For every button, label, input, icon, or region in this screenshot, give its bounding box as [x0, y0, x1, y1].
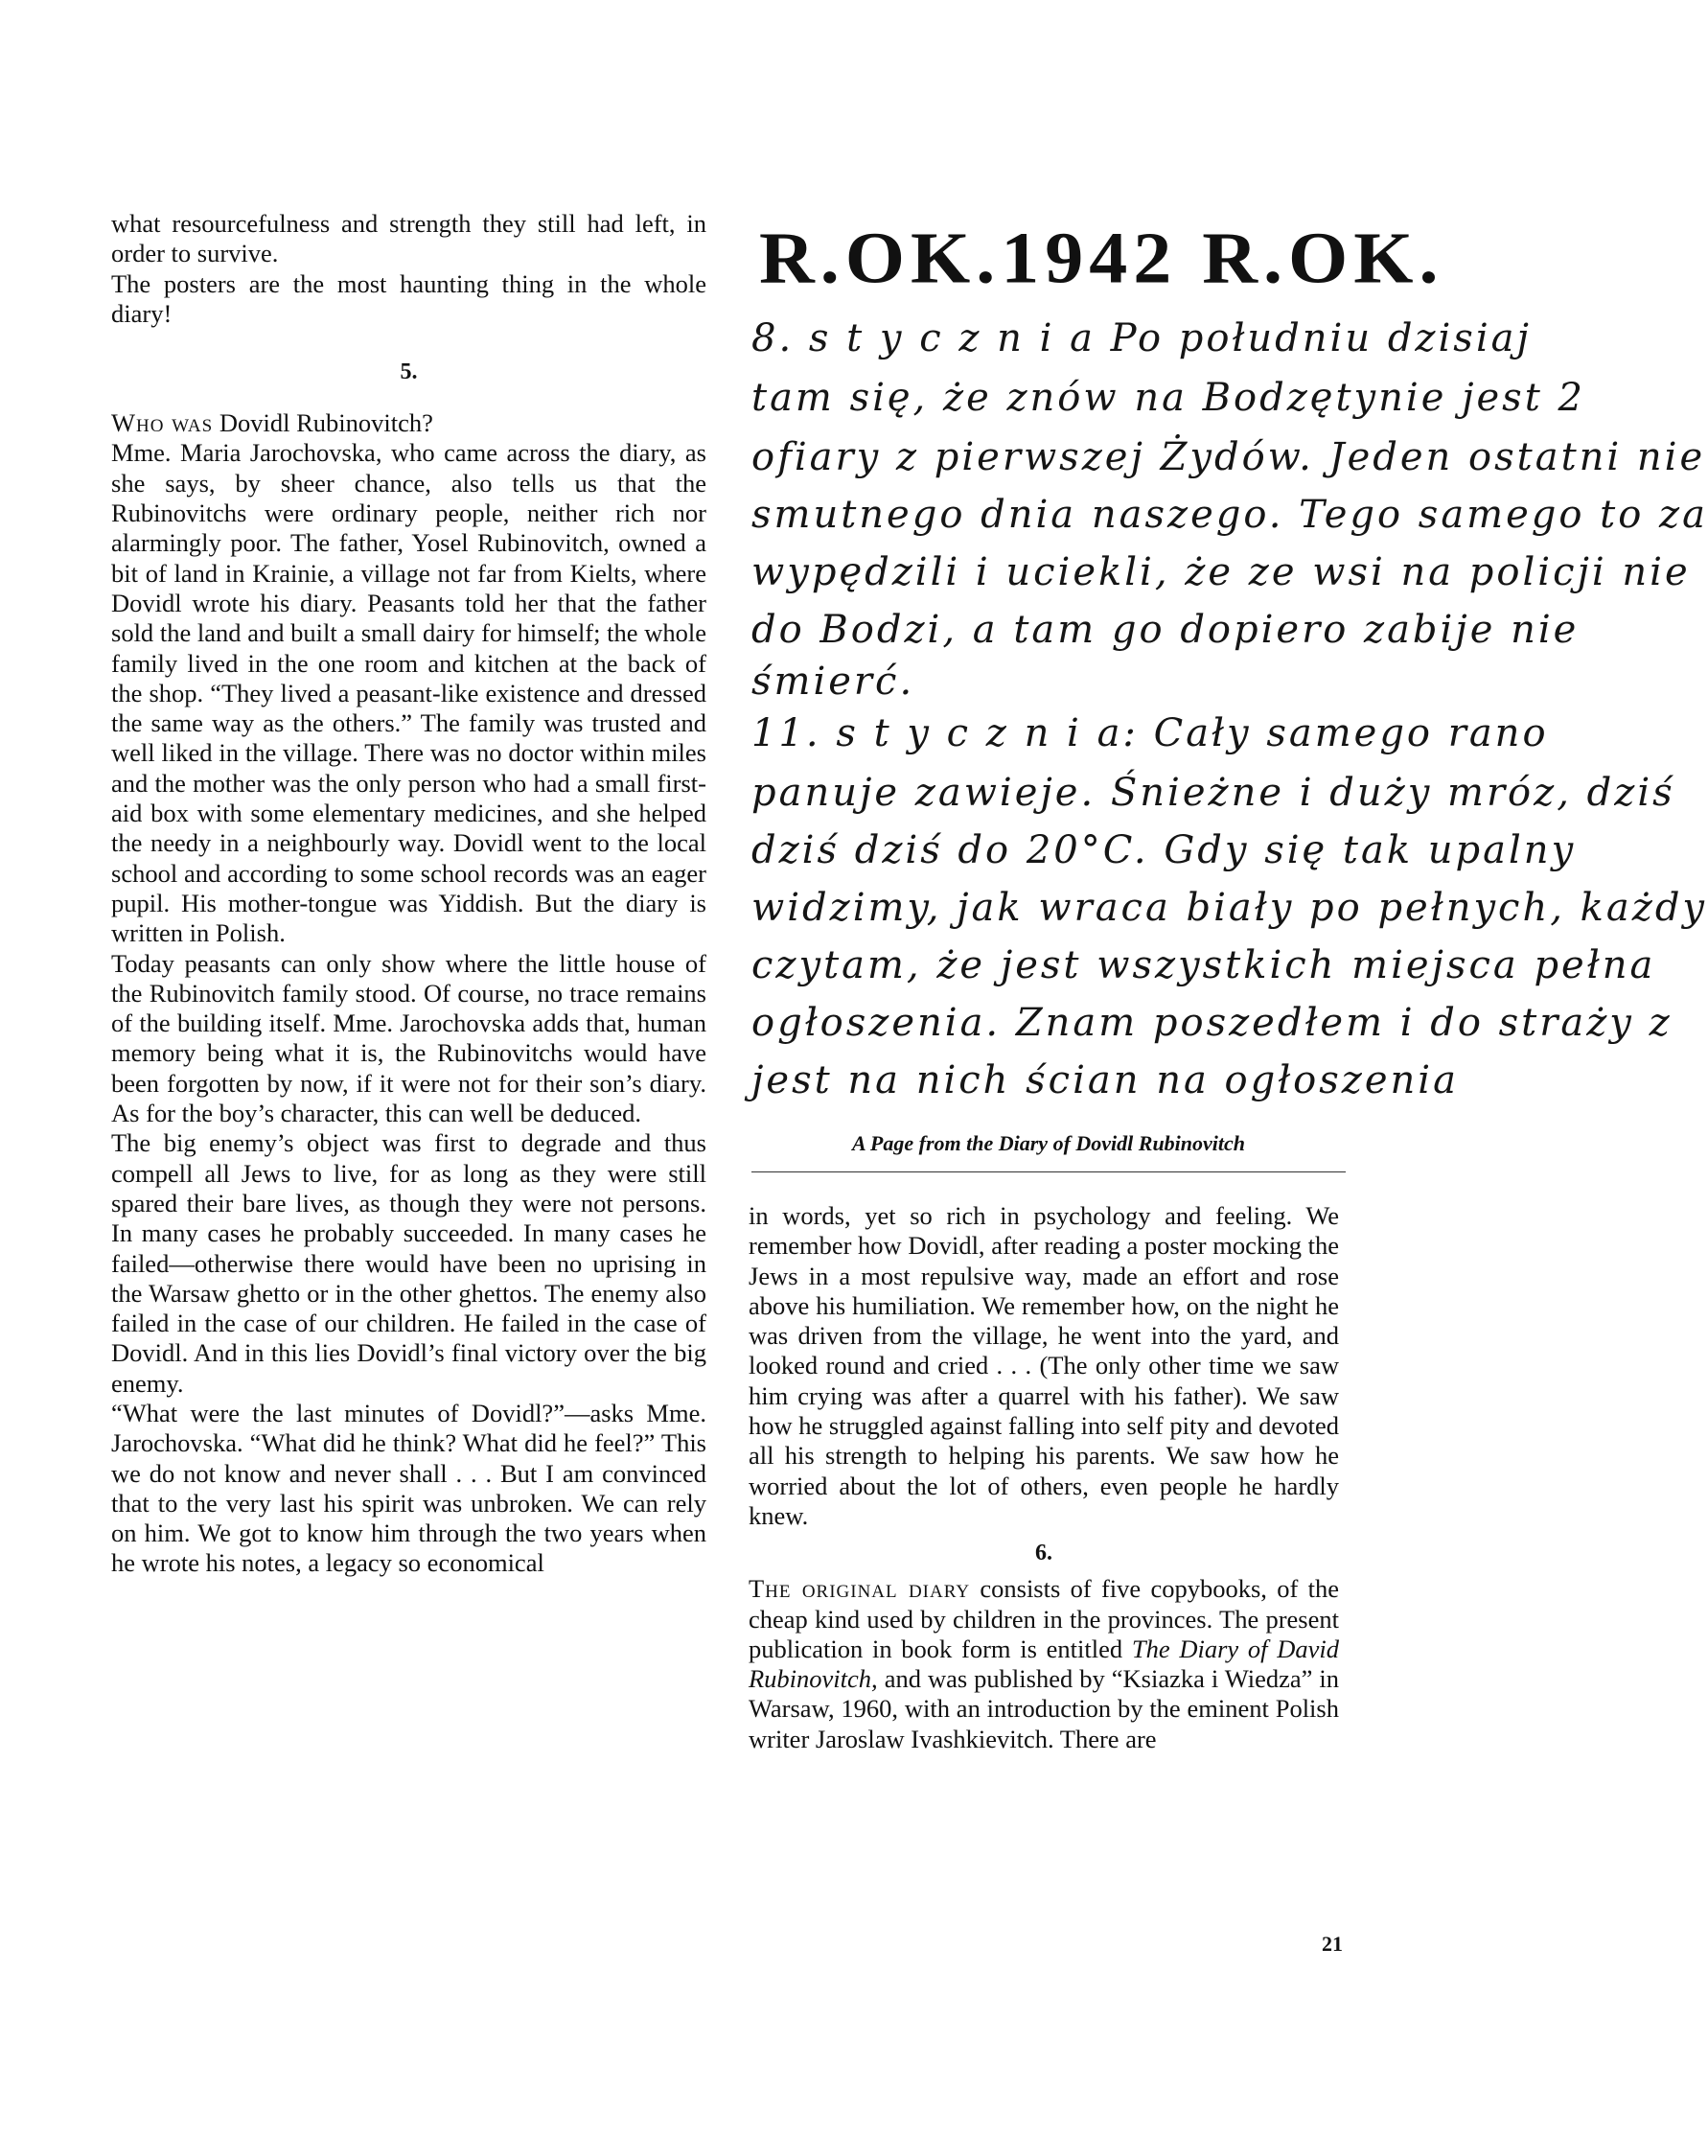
handwriting-line: smutnego dnia naszego. Tego samego to za	[751, 493, 1708, 537]
figure-caption: A Page from the Diary of Dovidl Rubinovitch	[851, 1131, 1246, 1155]
handwriting-line: wypędzili i uciekli, że ze wsi na policji nie	[751, 550, 1691, 594]
paragraph-original-diary	[749, 1574, 1339, 1754]
handwriting-line: śmierć.	[751, 660, 915, 704]
handwriting-line: czytam, że jest wszystkich miejsca pełna	[751, 943, 1656, 987]
original-diary-smallcaps: The original diary	[749, 1574, 971, 1604]
paragraph-posters: The posters are the most haunting thing in the whole diary!	[111, 268, 706, 328]
who-was-smallcaps: Who was	[111, 408, 214, 438]
handwriting-line: widzimy, jak wraca biały po pełnych, każdy	[751, 886, 1708, 930]
diary-page-image	[751, 213, 1708, 1171]
paragraph-survive: what resourcefulness and strength they still had left, in order to survive.	[111, 209, 706, 268]
right-column	[749, 1201, 1339, 1754]
handwriting-line: dziś dziś do 20°C. Gdy się tak upalny	[751, 828, 1577, 872]
handwriting-line: tam się, że znów na Bodzętynie jest 2	[751, 376, 1585, 420]
handwriting-line: ogłoszenia. Znam poszedłem i do straży z	[751, 1001, 1673, 1045]
book-title: The Diary of David Rubinovitch,	[749, 1634, 1340, 1694]
handwriting-line: panuje zawieje. Śnieżne i duży mróz, dziś	[751, 771, 1675, 815]
paragraph-who-was	[111, 408, 706, 438]
handwriting-line: 8. s t y c z n i a Po południu dzisiaj	[751, 316, 1532, 360]
original-diary-text-a: consists of five copybooks, of the cheap kind used by children in the provinces. The present publication in book form is entitled	[749, 1574, 1339, 1663]
who-was-rest: Dovidl Rubinovitch?	[213, 408, 433, 438]
paragraph-jarochovska: Mme. Maria Jarochovska, who came across the diary, as she says, by sheer chance, also tells us that the Rubinovitchs were ordinary people, neither rich nor alarmingly poor. The father, Yosel Rubinovitch, owned a bit of land in Krainie, a village not far from Kielts, where Dovidl wrote his diary. Peasants told her that the father sold the land and built a small dairy for himself; the whole family lived in the one room and kitchen at the back of the shop. “They lived a peasant-like existence and dressed the same way as the others.” The family was trusted and well liked in the village. There was no doctor within miles and the mother was the only person who had a small first-aid box with some elementary medicines, and she helped the needy in a neighbourly way. Dovidl went to the local school and according to some school records was an eager pupil. His mother-tongue was Yiddish. But the diary is written in Polish.	[111, 438, 706, 948]
paragraph-in-words: in words, yet so rich in psychology and feeling. We remember how Dovidl, after reading a poster mocking the Jews in a most repulsive way, made an effort and rose above his humiliation. We remember how, on the night he was driven from the village, he went into the yard, and looked round and cried . . . (The only other time we saw him crying was after a quarrel with his father). We saw how he struggled against falling into self pity and devoted all his strength to helping his parents. We saw how he worried about the lot of others, even people he hardly knew.	[749, 1201, 1339, 1530]
page-number: 21	[1322, 1932, 1343, 1956]
handwriting-line: jest na nich ścian na ogłoszenia	[751, 1058, 1459, 1102]
handwriting-line: 11. s t y c z n i a: Cały samego rano	[751, 711, 1549, 755]
paragraph-big-enemy: The big enemy’s object was first to degrade and thus compell all Jews to live, for as long as they were still spared their bare lives, as though they were not persons. In many cases he probably succeeded. In many cases he failed—otherwise there would have been no uprising in the Warsaw ghetto or in the other ghettos. The enemy also failed in the case of our children. He failed in the case of Dovidl. And in this lies Dovidl’s final victory over the big enemy.	[111, 1128, 706, 1398]
paragraph-last-minutes: “What were the last minutes of Dovidl?”—asks Mme. Jarochovska. “What did he think? What did he feel?” This we do not know and never shall . . . But I am convinced that to the very last his spirit was unbroken. We can rely on him. We got to know him through the two years when he wrote his notes, a legacy so economical	[111, 1398, 706, 1578]
handwriting-line: do Bodzi, a tam go dopiero zabije nie	[751, 608, 1580, 652]
section-number-6: 6.	[1035, 1541, 1052, 1566]
original-diary-text-b: and was published by “Ksiazka i Wiedza” in Warsaw, 1960, with an introduction by the eminent Polish writer Jaroslaw Ivashkievitch. There are	[749, 1664, 1339, 1753]
handwriting-line: ofiary z pierwszej Żydów. Jeden ostatni nie	[751, 435, 1706, 479]
caption-divider	[751, 1171, 1346, 1172]
left-column	[111, 209, 706, 1579]
diary-title: R.OK.1942 R.OK.	[759, 219, 1444, 299]
paragraph-today-peasants: Today peasants can only show where the little house of the Rubinovitch family stood. Of course, no trace remains of the building itself. Mme. Jarochovska adds that, human memory being what it is, the Rubinovitchs would have been forgotten by now, if it were not for their son’s diary. As for the boy’s character, this can well be deduced.	[111, 948, 706, 1128]
section-number-5: 5.	[400, 359, 418, 385]
